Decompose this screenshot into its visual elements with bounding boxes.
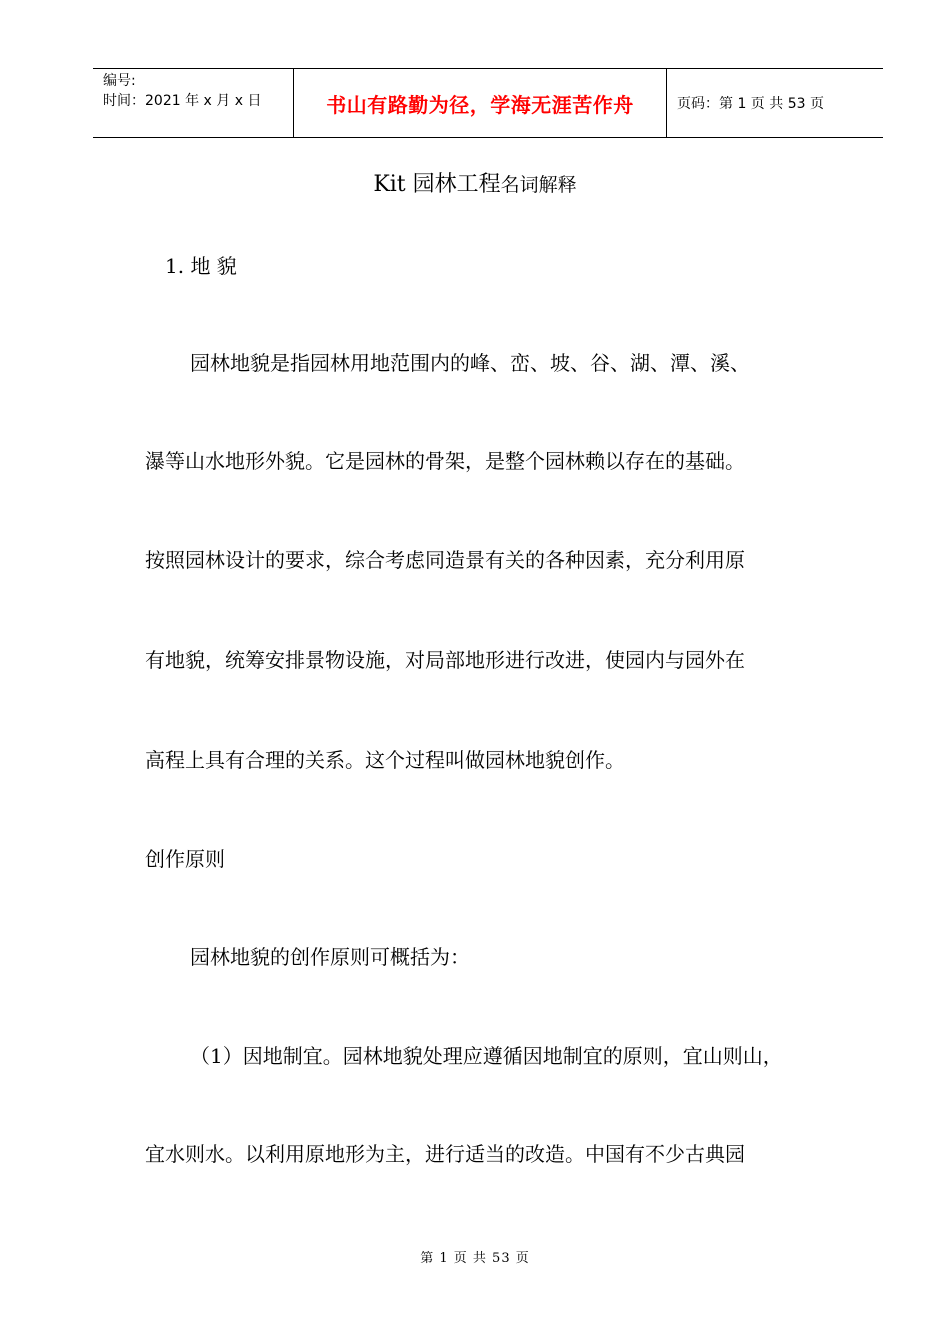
- page-footer: 第 1 页 共 53 页: [420, 1251, 530, 1266]
- body-line-9: 宜水则水。以利用原地形为主，进行适当的改造。中国有不少古典园: [145, 1142, 745, 1166]
- title-tail: 名词解释: [500, 174, 577, 196]
- body-line-3: 按照园林设计的要求，综合考虑同造景有关的各种因素，充分利用原: [145, 548, 745, 572]
- header-meta-cell: [93, 69, 294, 137]
- document-title: [0, 170, 950, 200]
- body-line-7: 园林地貌的创作原则可概括为：: [190, 945, 470, 969]
- document-header: [93, 68, 883, 138]
- serial-number-label: 编号:: [103, 73, 136, 89]
- body-line-2: 瀑等山水地形外貌。它是园林的骨架，是整个园林赖以存在的基础。: [145, 449, 745, 473]
- time-label: 时间：2021 年 x 月 x 日: [103, 93, 262, 109]
- motto-cell: [294, 69, 667, 137]
- page-info-text: 页码：第 1 页 共 53 页: [677, 96, 824, 112]
- page-info-cell: [667, 69, 883, 137]
- body-line-8: （1）因地制宜。园林地貌处理应遵循因地制宜的原则，宜山则山，: [190, 1044, 783, 1068]
- title-main: Kit 园林工程: [373, 172, 501, 197]
- body-line-4: 有地貌，统筹安排景物设施，对局部地形进行改进，使园内与园外在: [145, 648, 745, 672]
- section-heading: 1. 地 貌: [165, 254, 237, 278]
- motto-text: 书山有路勤为径，学海无涯苦作舟: [326, 92, 634, 117]
- body-line-1: 园林地貌是指园林用地范围内的峰、峦、坡、谷、湖、潭、溪、: [190, 351, 750, 375]
- subheading-principles: 创作原则: [145, 847, 225, 871]
- body-line-5: 高程上具有合理的关系。这个过程叫做园林地貌创作。: [145, 748, 625, 772]
